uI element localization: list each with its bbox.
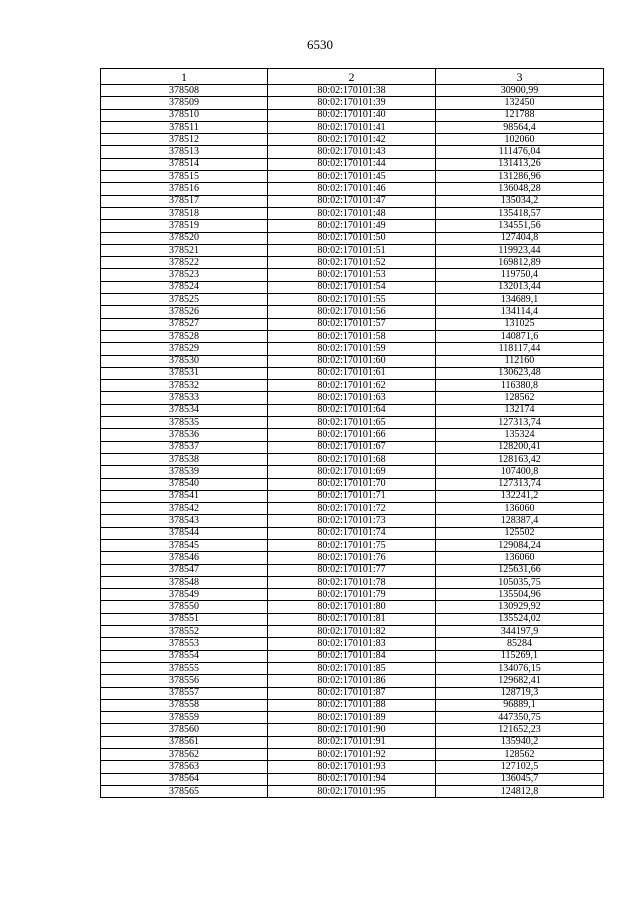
- table-row: [101, 675, 604, 687]
- table-row: [101, 207, 604, 219]
- row-number-cell: 378529: [101, 343, 268, 355]
- row-number-cell: 378556: [101, 675, 268, 687]
- table-row: [101, 318, 604, 330]
- cadastral-number-cell: 80:02:170101:67: [268, 441, 436, 453]
- value-cell: 129682,41: [436, 675, 604, 687]
- table-row: [101, 712, 604, 724]
- value-cell: 130929,92: [436, 601, 604, 613]
- row-number-cell: 378561: [101, 736, 268, 748]
- cadastral-number-cell: 80:02:170101:80: [268, 601, 436, 613]
- row-number-cell: 378512: [101, 134, 268, 146]
- cadastral-number-cell: 80:02:170101:55: [268, 294, 436, 306]
- cadastral-number-cell: 80:02:170101:46: [268, 183, 436, 195]
- table-row: [101, 490, 604, 502]
- table-row: [101, 330, 604, 342]
- cadastral-number-cell: 80:02:170101:66: [268, 429, 436, 441]
- value-cell: 136060: [436, 503, 604, 515]
- row-number-cell: 378553: [101, 638, 268, 650]
- value-cell: 136048,28: [436, 183, 604, 195]
- cadastral-number-cell: 80:02:170101:70: [268, 478, 436, 490]
- value-cell: 132241,2: [436, 490, 604, 502]
- cadastral-number-cell: 80:02:170101:69: [268, 466, 436, 478]
- page-number: 6530: [307, 37, 333, 52]
- value-cell: 128719,3: [436, 687, 604, 699]
- value-cell: 135524,02: [436, 613, 604, 625]
- row-number-cell: 378518: [101, 207, 268, 219]
- table-row: [101, 576, 604, 588]
- row-number-cell: 378510: [101, 109, 268, 121]
- value-cell: 344197,9: [436, 626, 604, 638]
- table-row: [101, 183, 604, 195]
- cadastral-number-cell: 80:02:170101:89: [268, 712, 436, 724]
- row-number-cell: 378552: [101, 626, 268, 638]
- cadastral-number-cell: 80:02:170101:45: [268, 171, 436, 183]
- row-number-cell: 378547: [101, 564, 268, 576]
- table-row: [101, 699, 604, 711]
- cadastral-number-cell: 80:02:170101:84: [268, 650, 436, 662]
- cadastral-number-cell: 80:02:170101:71: [268, 490, 436, 502]
- row-number-cell: 378519: [101, 220, 268, 232]
- row-number-cell: 378540: [101, 478, 268, 490]
- value-cell: 131025: [436, 318, 604, 330]
- value-cell: 447350,75: [436, 712, 604, 724]
- value-cell: 118117,44: [436, 343, 604, 355]
- row-number-cell: 378562: [101, 749, 268, 761]
- table-row: [101, 171, 604, 183]
- value-cell: 132450: [436, 97, 604, 109]
- row-number-cell: 378543: [101, 515, 268, 527]
- value-cell: 119750,4: [436, 269, 604, 281]
- row-number-cell: 378548: [101, 576, 268, 588]
- table-row: [101, 564, 604, 576]
- row-number-cell: 378520: [101, 232, 268, 244]
- cadastral-number-cell: 80:02:170101:51: [268, 244, 436, 256]
- row-number-cell: 378511: [101, 121, 268, 133]
- table-row: [101, 220, 604, 232]
- value-cell: 131286,96: [436, 171, 604, 183]
- cadastral-number-cell: 80:02:170101:90: [268, 724, 436, 736]
- cadastral-number-cell: 80:02:170101:72: [268, 503, 436, 515]
- table-row: [101, 638, 604, 650]
- table-row: [101, 417, 604, 429]
- value-cell: 135418,57: [436, 207, 604, 219]
- table-row: [101, 773, 604, 785]
- table-row: [101, 294, 604, 306]
- cadastral-number-cell: 80:02:170101:81: [268, 613, 436, 625]
- cadastral-number-cell: 80:02:170101:38: [268, 85, 436, 97]
- table-row: [101, 392, 604, 404]
- cadastral-number-cell: 80:02:170101:63: [268, 392, 436, 404]
- cadastral-number-cell: 80:02:170101:39: [268, 97, 436, 109]
- cadastral-number-cell: 80:02:170101:47: [268, 195, 436, 207]
- cadastral-number-cell: 80:02:170101:79: [268, 589, 436, 601]
- table-row: [101, 785, 604, 797]
- value-cell: 130623,48: [436, 367, 604, 379]
- row-number-cell: 378549: [101, 589, 268, 601]
- cadastral-number-cell: 80:02:170101:73: [268, 515, 436, 527]
- row-number-cell: 378533: [101, 392, 268, 404]
- cadastral-number-cell: 80:02:170101:50: [268, 232, 436, 244]
- value-cell: 116380,8: [436, 380, 604, 392]
- cadastral-number-cell: 80:02:170101:49: [268, 220, 436, 232]
- cadastral-number-cell: 80:02:170101:64: [268, 404, 436, 416]
- table-row: [101, 724, 604, 736]
- value-cell: 127313,74: [436, 417, 604, 429]
- value-cell: 140871,6: [436, 330, 604, 342]
- row-number-cell: 378545: [101, 539, 268, 551]
- table-row: [101, 232, 604, 244]
- column-header-3: 3: [436, 69, 604, 85]
- table-row: [101, 121, 604, 133]
- value-cell: 112160: [436, 355, 604, 367]
- value-cell: 128387,4: [436, 515, 604, 527]
- table-row: [101, 97, 604, 109]
- row-number-cell: 378523: [101, 269, 268, 281]
- row-number-cell: 378532: [101, 380, 268, 392]
- value-cell: 134076,15: [436, 662, 604, 674]
- row-number-cell: 378558: [101, 699, 268, 711]
- table-row: [101, 552, 604, 564]
- table-row: [101, 662, 604, 674]
- cadastral-number-cell: 80:02:170101:82: [268, 626, 436, 638]
- cadastral-number-cell: 80:02:170101:56: [268, 306, 436, 318]
- table-row: [101, 503, 604, 515]
- row-number-cell: 378550: [101, 601, 268, 613]
- cadastral-number-cell: 80:02:170101:42: [268, 134, 436, 146]
- row-number-cell: 378513: [101, 146, 268, 158]
- row-number-cell: 378560: [101, 724, 268, 736]
- value-cell: 119923,44: [436, 244, 604, 256]
- cadastral-number-cell: 80:02:170101:53: [268, 269, 436, 281]
- cadastral-number-cell: 80:02:170101:43: [268, 146, 436, 158]
- table-row: [101, 269, 604, 281]
- value-cell: 124812,8: [436, 785, 604, 797]
- cadastral-number-cell: 80:02:170101:40: [268, 109, 436, 121]
- value-cell: 102060: [436, 134, 604, 146]
- row-number-cell: 378539: [101, 466, 268, 478]
- value-cell: 135034,2: [436, 195, 604, 207]
- row-number-cell: 378515: [101, 171, 268, 183]
- row-number-cell: 378525: [101, 294, 268, 306]
- table-row: [101, 613, 604, 625]
- table-row: [101, 441, 604, 453]
- cadastral-number-cell: 80:02:170101:44: [268, 158, 436, 170]
- row-number-cell: 378555: [101, 662, 268, 674]
- column-header-2: 2: [268, 69, 436, 85]
- table-row: [101, 466, 604, 478]
- table-row: [101, 761, 604, 773]
- table-row: [101, 539, 604, 551]
- cadastral-number-cell: 80:02:170101:88: [268, 699, 436, 711]
- table-header-row: [101, 69, 604, 85]
- row-number-cell: 378528: [101, 330, 268, 342]
- row-number-cell: 378544: [101, 527, 268, 539]
- value-cell: 128200,41: [436, 441, 604, 453]
- table-row: [101, 515, 604, 527]
- row-number-cell: 378522: [101, 257, 268, 269]
- row-number-cell: 378557: [101, 687, 268, 699]
- value-cell: 134551,56: [436, 220, 604, 232]
- row-number-cell: 378526: [101, 306, 268, 318]
- table-row: [101, 85, 604, 97]
- cadastral-number-cell: 80:02:170101:54: [268, 281, 436, 293]
- cadastral-number-cell: 80:02:170101:95: [268, 785, 436, 797]
- cadastral-number-cell: 80:02:170101:61: [268, 367, 436, 379]
- value-cell: 128163,42: [436, 453, 604, 465]
- cadastral-number-cell: 80:02:170101:62: [268, 380, 436, 392]
- column-header-1: 1: [101, 69, 268, 85]
- table-row: [101, 453, 604, 465]
- value-cell: 105035,75: [436, 576, 604, 588]
- row-number-cell: 378534: [101, 404, 268, 416]
- value-cell: 136045,7: [436, 773, 604, 785]
- table-row: [101, 478, 604, 490]
- table-row: [101, 687, 604, 699]
- cadastral-number-cell: 80:02:170101:87: [268, 687, 436, 699]
- row-number-cell: 378527: [101, 318, 268, 330]
- cadastral-number-cell: 80:02:170101:86: [268, 675, 436, 687]
- row-number-cell: 378541: [101, 490, 268, 502]
- table-row: [101, 281, 604, 293]
- cadastral-number-cell: 80:02:170101:74: [268, 527, 436, 539]
- table-body: [101, 85, 604, 798]
- value-cell: 111476,04: [436, 146, 604, 158]
- value-cell: 127404,8: [436, 232, 604, 244]
- table-row: [101, 146, 604, 158]
- cadastral-number-cell: 80:02:170101:52: [268, 257, 436, 269]
- value-cell: 30900,99: [436, 85, 604, 97]
- value-cell: 107400,8: [436, 466, 604, 478]
- row-number-cell: 378536: [101, 429, 268, 441]
- row-number-cell: 378524: [101, 281, 268, 293]
- value-cell: 169812,89: [436, 257, 604, 269]
- table-row: [101, 601, 604, 613]
- row-number-cell: 378563: [101, 761, 268, 773]
- row-number-cell: 378537: [101, 441, 268, 453]
- cadastral-number-cell: 80:02:170101:91: [268, 736, 436, 748]
- table-row: [101, 589, 604, 601]
- value-cell: 132174: [436, 404, 604, 416]
- table-row: [101, 355, 604, 367]
- value-cell: 98564,4: [436, 121, 604, 133]
- value-cell: 135324: [436, 429, 604, 441]
- table-row: [101, 195, 604, 207]
- row-number-cell: 378565: [101, 785, 268, 797]
- cadastral-number-cell: 80:02:170101:57: [268, 318, 436, 330]
- value-cell: 136060: [436, 552, 604, 564]
- value-cell: 134114,4: [436, 306, 604, 318]
- value-cell: 128562: [436, 749, 604, 761]
- table-row: [101, 527, 604, 539]
- cadastral-number-cell: 80:02:170101:48: [268, 207, 436, 219]
- cadastral-number-cell: 80:02:170101:41: [268, 121, 436, 133]
- value-cell: 134689,1: [436, 294, 604, 306]
- row-number-cell: 378538: [101, 453, 268, 465]
- value-cell: 115269,1: [436, 650, 604, 662]
- table-row: [101, 404, 604, 416]
- value-cell: 121652,23: [436, 724, 604, 736]
- row-number-cell: 378554: [101, 650, 268, 662]
- row-number-cell: 378564: [101, 773, 268, 785]
- cadastral-number-cell: 80:02:170101:59: [268, 343, 436, 355]
- row-number-cell: 378508: [101, 85, 268, 97]
- value-cell: 129084,24: [436, 539, 604, 551]
- cadastral-number-cell: 80:02:170101:78: [268, 576, 436, 588]
- value-cell: 125631,66: [436, 564, 604, 576]
- value-cell: 135504,96: [436, 589, 604, 601]
- row-number-cell: 378551: [101, 613, 268, 625]
- cadastral-number-cell: 80:02:170101:58: [268, 330, 436, 342]
- cadastral-number-cell: 80:02:170101:60: [268, 355, 436, 367]
- value-cell: 85284: [436, 638, 604, 650]
- table-row: [101, 736, 604, 748]
- row-number-cell: 378517: [101, 195, 268, 207]
- table-row: [101, 306, 604, 318]
- cadastral-number-cell: 80:02:170101:68: [268, 453, 436, 465]
- row-number-cell: 378546: [101, 552, 268, 564]
- cadastral-number-cell: 80:02:170101:75: [268, 539, 436, 551]
- table-row: [101, 749, 604, 761]
- value-cell: 96889,1: [436, 699, 604, 711]
- value-cell: 127313,74: [436, 478, 604, 490]
- value-cell: 125502: [436, 527, 604, 539]
- table-row: [101, 650, 604, 662]
- table-row: [101, 134, 604, 146]
- cadastral-number-cell: 80:02:170101:94: [268, 773, 436, 785]
- value-cell: 127102,5: [436, 761, 604, 773]
- cadastral-number-cell: 80:02:170101:92: [268, 749, 436, 761]
- row-number-cell: 378559: [101, 712, 268, 724]
- row-number-cell: 378509: [101, 97, 268, 109]
- table-row: [101, 257, 604, 269]
- value-cell: 131413,26: [436, 158, 604, 170]
- row-number-cell: 378531: [101, 367, 268, 379]
- table-row: [101, 626, 604, 638]
- table-row: [101, 158, 604, 170]
- row-number-cell: 378530: [101, 355, 268, 367]
- table-row: [101, 244, 604, 256]
- row-number-cell: 378516: [101, 183, 268, 195]
- cadastral-number-cell: 80:02:170101:93: [268, 761, 436, 773]
- cadastral-number-cell: 80:02:170101:85: [268, 662, 436, 674]
- data-table: [100, 68, 604, 798]
- cadastral-number-cell: 80:02:170101:65: [268, 417, 436, 429]
- row-number-cell: 378514: [101, 158, 268, 170]
- value-cell: 128562: [436, 392, 604, 404]
- table-row: [101, 429, 604, 441]
- cadastral-number-cell: 80:02:170101:77: [268, 564, 436, 576]
- table-row: [101, 367, 604, 379]
- row-number-cell: 378542: [101, 503, 268, 515]
- row-number-cell: 378521: [101, 244, 268, 256]
- table-row: [101, 380, 604, 392]
- value-cell: 121788: [436, 109, 604, 121]
- value-cell: 135940,2: [436, 736, 604, 748]
- cadastral-number-cell: 80:02:170101:83: [268, 638, 436, 650]
- row-number-cell: 378535: [101, 417, 268, 429]
- table-row: [101, 343, 604, 355]
- table-row: [101, 109, 604, 121]
- value-cell: 132013,44: [436, 281, 604, 293]
- cadastral-number-cell: 80:02:170101:76: [268, 552, 436, 564]
